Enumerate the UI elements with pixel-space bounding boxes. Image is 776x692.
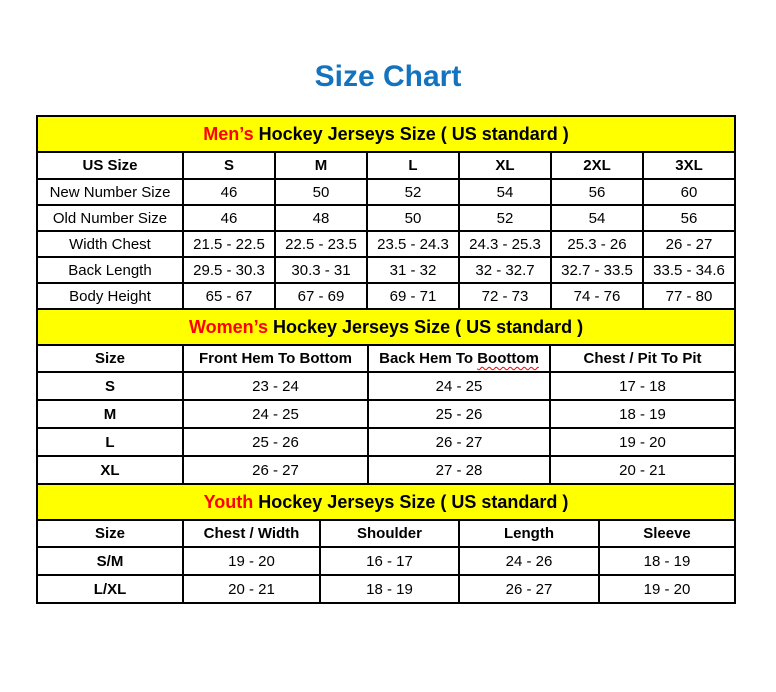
- row-label: New Number Size: [37, 179, 183, 205]
- size-value-cell: 50: [275, 179, 367, 205]
- mens-section-title-rest: Hockey Jerseys Size ( US standard ): [253, 123, 569, 144]
- mens-section-band-row: [37, 116, 735, 152]
- size-value-cell: 18 - 19: [320, 575, 459, 603]
- mens-section-accent: Men’s: [203, 123, 254, 144]
- size-value-cell: 19 - 20: [550, 428, 735, 456]
- womens-section-header: [37, 309, 735, 345]
- size-value-cell: 52: [367, 179, 459, 205]
- womens-size-table: [36, 308, 736, 485]
- table-row: [37, 231, 735, 257]
- size-value-cell: 18 - 19: [599, 547, 735, 575]
- column-header: XL: [459, 152, 551, 179]
- size-value-cell: 20 - 21: [550, 456, 735, 484]
- table-row: [37, 456, 735, 484]
- table-row: [37, 283, 735, 309]
- size-value-cell: 56: [643, 205, 735, 231]
- womens-section-accent: Women’s: [188, 316, 268, 337]
- column-header-misspelled-word: Boottom: [477, 350, 539, 367]
- youth-section-band-row: [37, 484, 735, 520]
- column-header-prefix: Back Hem To: [379, 350, 478, 367]
- size-value-cell: 16 - 17: [320, 547, 459, 575]
- column-header: [368, 345, 550, 372]
- youth-section-accent: Youth: [203, 491, 254, 512]
- size-value-cell: 33.5 - 34.6: [643, 257, 735, 283]
- row-label: Back Length: [37, 257, 183, 283]
- size-value-cell: 18 - 19: [550, 400, 735, 428]
- size-value-cell: 67 - 69: [275, 283, 367, 309]
- womens-section-title-rest: Hockey Jerseys Size ( US standard ): [267, 316, 584, 337]
- size-value-cell: 20 - 21: [183, 575, 320, 603]
- size-value-cell: 24 - 25: [368, 372, 550, 400]
- size-value-cell: 24.3 - 25.3: [459, 231, 551, 257]
- row-label: Width Chest: [37, 231, 183, 257]
- table-row: [37, 400, 735, 428]
- table-row: [37, 205, 735, 231]
- size-value-cell: 19 - 20: [183, 547, 320, 575]
- size-value-cell: 72 - 73: [459, 283, 551, 309]
- size-value-cell: 60: [643, 179, 735, 205]
- size-value-cell: 54: [459, 179, 551, 205]
- size-value-cell: 25 - 26: [368, 400, 550, 428]
- size-value-cell: 25 - 26: [183, 428, 368, 456]
- mens-section-header: [37, 116, 735, 152]
- row-label: Body Height: [37, 283, 183, 309]
- size-value-cell: 65 - 67: [183, 283, 275, 309]
- size-value-cell: 19 - 20: [599, 575, 735, 603]
- column-header: M: [275, 152, 367, 179]
- row-label: L/XL: [37, 575, 183, 603]
- mens-size-table: [36, 115, 736, 310]
- column-header: Front Hem To Bottom: [183, 345, 368, 372]
- size-value-cell: 56: [551, 179, 643, 205]
- size-value-cell: 54: [551, 205, 643, 231]
- table-row: [37, 575, 735, 603]
- size-value-cell: 46: [183, 205, 275, 231]
- table-row: [37, 372, 735, 400]
- size-value-cell: 52: [459, 205, 551, 231]
- size-value-cell: 23 - 24: [183, 372, 368, 400]
- youth-section-header: [37, 484, 735, 520]
- youth-section-title-rest: Hockey Jerseys Size ( US standard ): [253, 491, 569, 512]
- column-header: Length: [459, 520, 599, 547]
- size-value-cell: 24 - 26: [459, 547, 599, 575]
- column-header: L: [367, 152, 459, 179]
- size-value-cell: 26 - 27: [643, 231, 735, 257]
- column-header: Chest / Pit To Pit: [550, 345, 735, 372]
- womens-section-band-row: [37, 309, 735, 345]
- size-value-cell: 50: [367, 205, 459, 231]
- size-value-cell: 32.7 - 33.5: [551, 257, 643, 283]
- youth-size-table: [36, 483, 736, 604]
- row-label: S: [37, 372, 183, 400]
- size-value-cell: 25.3 - 26: [551, 231, 643, 257]
- column-header: Shoulder: [320, 520, 459, 547]
- table-row: [37, 428, 735, 456]
- table-row: [37, 179, 735, 205]
- mens-header-row: [37, 152, 735, 179]
- womens-header-row: [37, 345, 735, 372]
- size-value-cell: 74 - 76: [551, 283, 643, 309]
- size-value-cell: 24 - 25: [183, 400, 368, 428]
- size-value-cell: 31 - 32: [367, 257, 459, 283]
- table-row: [37, 547, 735, 575]
- column-header: 2XL: [551, 152, 643, 179]
- row-label: Old Number Size: [37, 205, 183, 231]
- column-header: Chest / Width: [183, 520, 320, 547]
- column-header: S: [183, 152, 275, 179]
- size-value-cell: 69 - 71: [367, 283, 459, 309]
- size-value-cell: 17 - 18: [550, 372, 735, 400]
- page-title: Size Chart: [314, 60, 462, 93]
- size-value-cell: 29.5 - 30.3: [183, 257, 275, 283]
- column-header: Sleeve: [599, 520, 735, 547]
- size-value-cell: 77 - 80: [643, 283, 735, 309]
- column-header: Size: [37, 520, 183, 547]
- size-value-cell: 26 - 27: [183, 456, 368, 484]
- size-tables-container: [36, 115, 734, 604]
- size-value-cell: 23.5 - 24.3: [367, 231, 459, 257]
- size-value-cell: 30.3 - 31: [275, 257, 367, 283]
- row-label: L: [37, 428, 183, 456]
- row-label: M: [37, 400, 183, 428]
- size-value-cell: 22.5 - 23.5: [275, 231, 367, 257]
- size-value-cell: 46: [183, 179, 275, 205]
- column-header: US Size: [37, 152, 183, 179]
- size-value-cell: 27 - 28: [368, 456, 550, 484]
- row-label: S/M: [37, 547, 183, 575]
- size-value-cell: 21.5 - 22.5: [183, 231, 275, 257]
- column-header: 3XL: [643, 152, 735, 179]
- youth-header-row: [37, 520, 735, 547]
- size-value-cell: 32 - 32.7: [459, 257, 551, 283]
- column-header: Size: [37, 345, 183, 372]
- row-label: XL: [37, 456, 183, 484]
- table-row: [37, 257, 735, 283]
- size-value-cell: 26 - 27: [459, 575, 599, 603]
- size-value-cell: 48: [275, 205, 367, 231]
- size-value-cell: 26 - 27: [368, 428, 550, 456]
